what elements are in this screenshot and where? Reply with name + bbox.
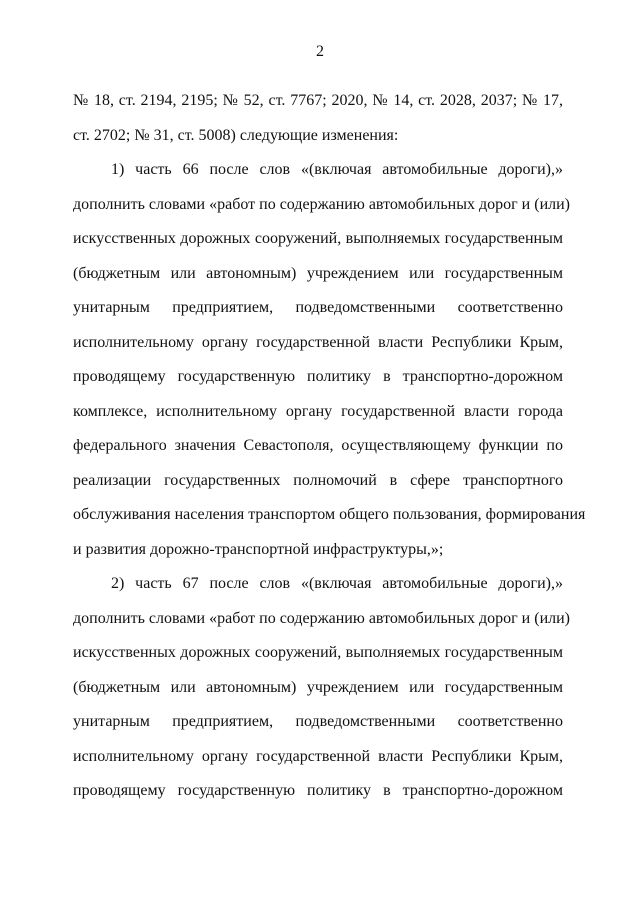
text-line: (бюджетным или автономным) учреждением или государственным [73, 264, 563, 282]
document-body [73, 84, 586, 809]
text-line: № 18, ст. 2194, 2195; № 52, ст. 7767; 2020, № 14, ст. 2028, 2037; № 17, [73, 92, 563, 109]
text-line: ст. 2702; № 31, ст. 5008) следующие изменения: [73, 126, 399, 144]
text-line: исполнительному органу государственной власти Республики Крым, [73, 333, 563, 351]
text-line: 1) часть 66 после слов «(включая автомобильные дороги),» [111, 161, 563, 178]
text-line: унитарным предприятием, подведомственными соответственно [73, 713, 563, 730]
text-line: дополнить словами «работ по содержанию автомобильных дорог и (или) [73, 609, 570, 627]
text-line: 2) часть 67 после слов «(включая автомобильные дороги),» [111, 575, 563, 592]
text-line: федерального значения Севастополя, осуществляющему функции по [73, 437, 563, 454]
text-line: дополнить словами «работ по содержанию автомобильных дорог и (или) [73, 195, 570, 213]
text-line: обслуживания населения транспортом общего пользования, формирования [73, 506, 586, 523]
text-line: исполнительному органу государственной власти Республики Крым, [73, 747, 563, 765]
text-line: проводящему государственную политику в транспортно-дорожном [73, 782, 563, 799]
text-line: реализации государственных полномочий в сфере транспортного [73, 471, 563, 489]
text-line: комплексе, исполнительному органу государственной власти города [73, 402, 563, 420]
text-line: и развития дорожно-транспортной инфраструктуры,»; [73, 540, 444, 558]
text-line: унитарным предприятием, подведомственными соответственно [73, 299, 563, 316]
page-number: 2 [316, 43, 324, 60]
text-line: проводящему государственную политику в транспортно-дорожном [73, 368, 563, 385]
text-line: (бюджетным или автономным) учреждением или государственным [73, 678, 563, 696]
text-line: искусственных дорожных сооружений, выполняемых государственным [73, 644, 563, 661]
text-line: искусственных дорожных сооружений, выполняемых государственным [73, 230, 563, 247]
